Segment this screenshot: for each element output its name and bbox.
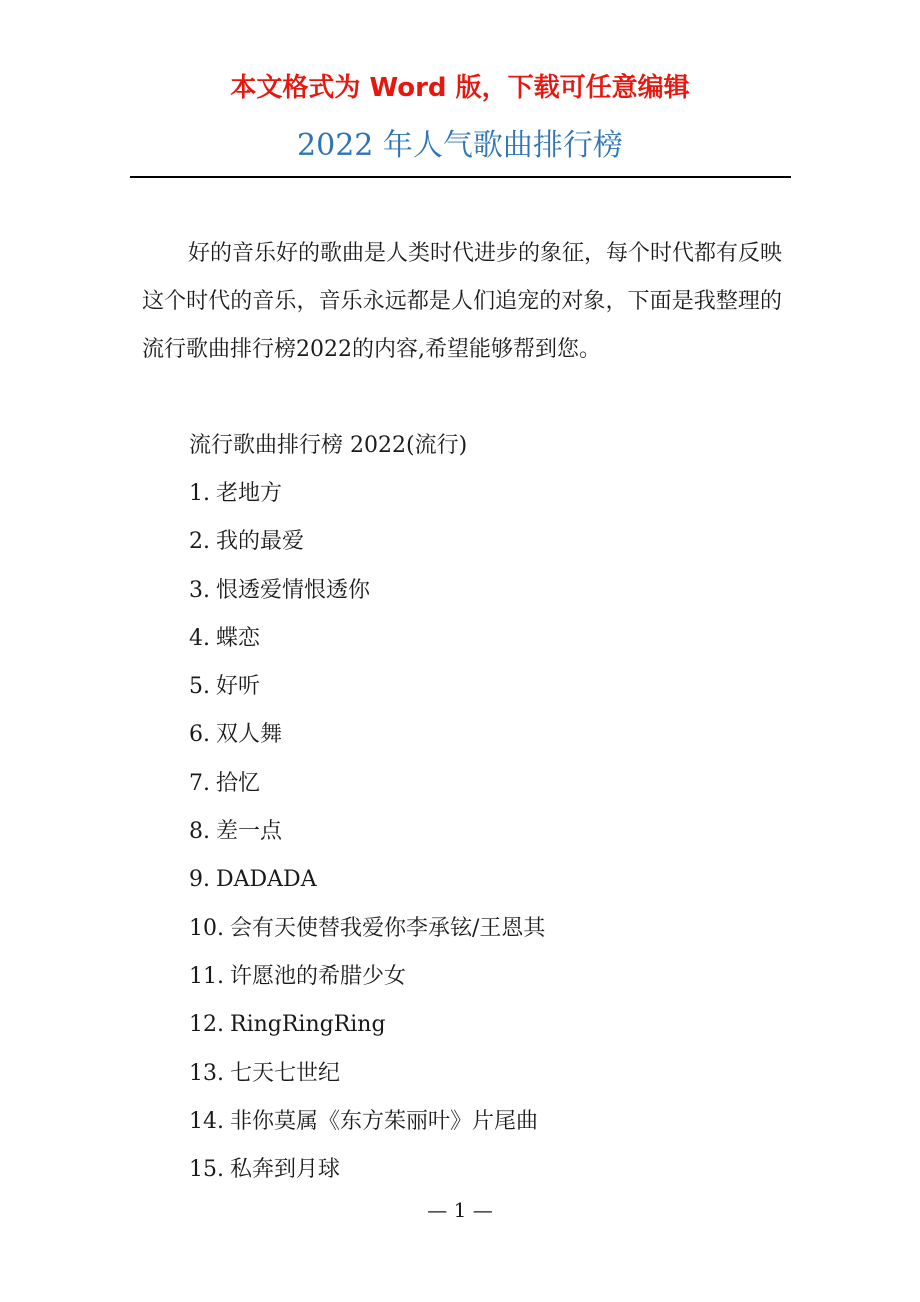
list-item bbox=[189, 810, 545, 858]
song-title: 我的最爱 bbox=[216, 529, 305, 555]
song-rank: 15. bbox=[189, 1157, 224, 1183]
song-rank: 3. bbox=[189, 577, 210, 603]
chart-list-heading: 流行歌曲排行榜 2022(流行) bbox=[189, 433, 468, 458]
song-title: 恨透爱情恨透你 bbox=[216, 577, 371, 603]
list-item bbox=[189, 1148, 545, 1196]
list-item bbox=[189, 907, 545, 955]
song-list bbox=[189, 472, 545, 1196]
intro-paragraph: 好的音乐好的歌曲是人类时代进步的象征，每个时代都有反映这个时代的音乐，音乐永远都是人们追宠的对象，下面是我整理的流行歌曲排行榜2022的内容,希望能够帮到您。 bbox=[142, 241, 783, 362]
song-title: 双人舞 bbox=[216, 722, 283, 748]
word-format-notice: 本文格式为 Word 版，下载可任意编辑 bbox=[230, 73, 690, 103]
song-rank: 6. bbox=[189, 722, 210, 748]
list-item bbox=[189, 713, 545, 761]
song-rank: 14. bbox=[189, 1108, 224, 1134]
song-title: 差一点 bbox=[216, 819, 283, 845]
list-item bbox=[189, 1003, 545, 1051]
page-number: — 1 — bbox=[427, 1198, 493, 1222]
song-title: 蝶恋 bbox=[216, 625, 261, 651]
list-item bbox=[189, 472, 545, 520]
song-title: 非你莫属《东方茱丽叶》片尾曲 bbox=[230, 1108, 539, 1134]
song-rank: 2. bbox=[189, 529, 210, 555]
list-item bbox=[189, 1100, 545, 1148]
song-title: RingRingRing bbox=[230, 1012, 386, 1038]
song-rank: 1. bbox=[189, 481, 210, 506]
song-rank: 10. bbox=[189, 915, 224, 941]
song-rank: 8. bbox=[189, 819, 210, 845]
song-title: 会有天使替我爱你李承铉/王恩其 bbox=[230, 915, 546, 941]
list-item bbox=[189, 955, 545, 1003]
song-title: DADADA bbox=[216, 867, 317, 893]
list-item bbox=[189, 569, 545, 617]
list-item bbox=[189, 762, 545, 810]
list-item bbox=[189, 520, 545, 568]
list-item bbox=[189, 617, 545, 665]
song-title: 许愿池的希腊少女 bbox=[230, 963, 407, 989]
song-rank: 4. bbox=[189, 625, 210, 651]
song-rank: 11. bbox=[189, 963, 224, 989]
song-rank: 12. bbox=[189, 1012, 224, 1038]
song-title: 老地方 bbox=[216, 481, 283, 506]
title-divider bbox=[130, 176, 791, 178]
page-title: 2022 年人气歌曲排行榜 bbox=[297, 128, 623, 163]
song-title: 私奔到月球 bbox=[230, 1157, 341, 1183]
song-rank: 7. bbox=[189, 770, 210, 796]
list-item bbox=[189, 1052, 545, 1100]
song-rank: 5. bbox=[189, 674, 210, 700]
song-title: 拾忆 bbox=[216, 770, 261, 796]
list-item bbox=[189, 858, 545, 906]
song-rank: 13. bbox=[189, 1060, 224, 1086]
song-title: 七天七世纪 bbox=[230, 1060, 341, 1086]
list-item bbox=[189, 665, 545, 713]
song-rank: 9. bbox=[189, 867, 210, 893]
song-title: 好听 bbox=[216, 674, 261, 700]
